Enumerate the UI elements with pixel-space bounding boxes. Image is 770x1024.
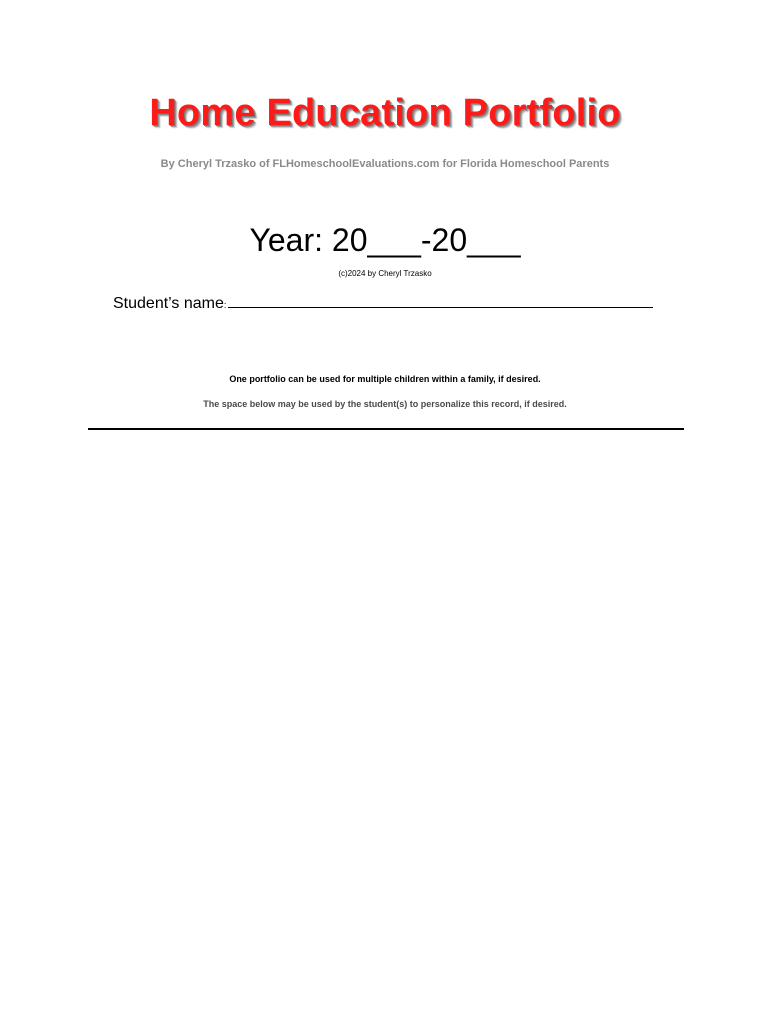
student-name-blank[interactable] [228,293,653,308]
student-name-label: Student’s name [113,295,224,312]
student-name-row [113,293,653,313]
student-name-colon: : [223,300,227,310]
year-line: Year: 20___-20___ [249,222,521,258]
multiple-children-note: One portfolio can be used for multiple children within a family, if desired. [229,374,541,384]
copyright-notice: (c)2024 by Cheryl Trzasko [338,269,432,278]
personalize-note: The space below may be used by the student(s) to personalize this record, if desired. [203,399,567,409]
author-byline: By Cheryl Trzasko of FLHomeschoolEvaluations.com for Florida Homeschool Parents [160,158,610,170]
divider-rule [88,428,684,430]
portfolio-title: Home Education Portfolio [149,92,621,134]
